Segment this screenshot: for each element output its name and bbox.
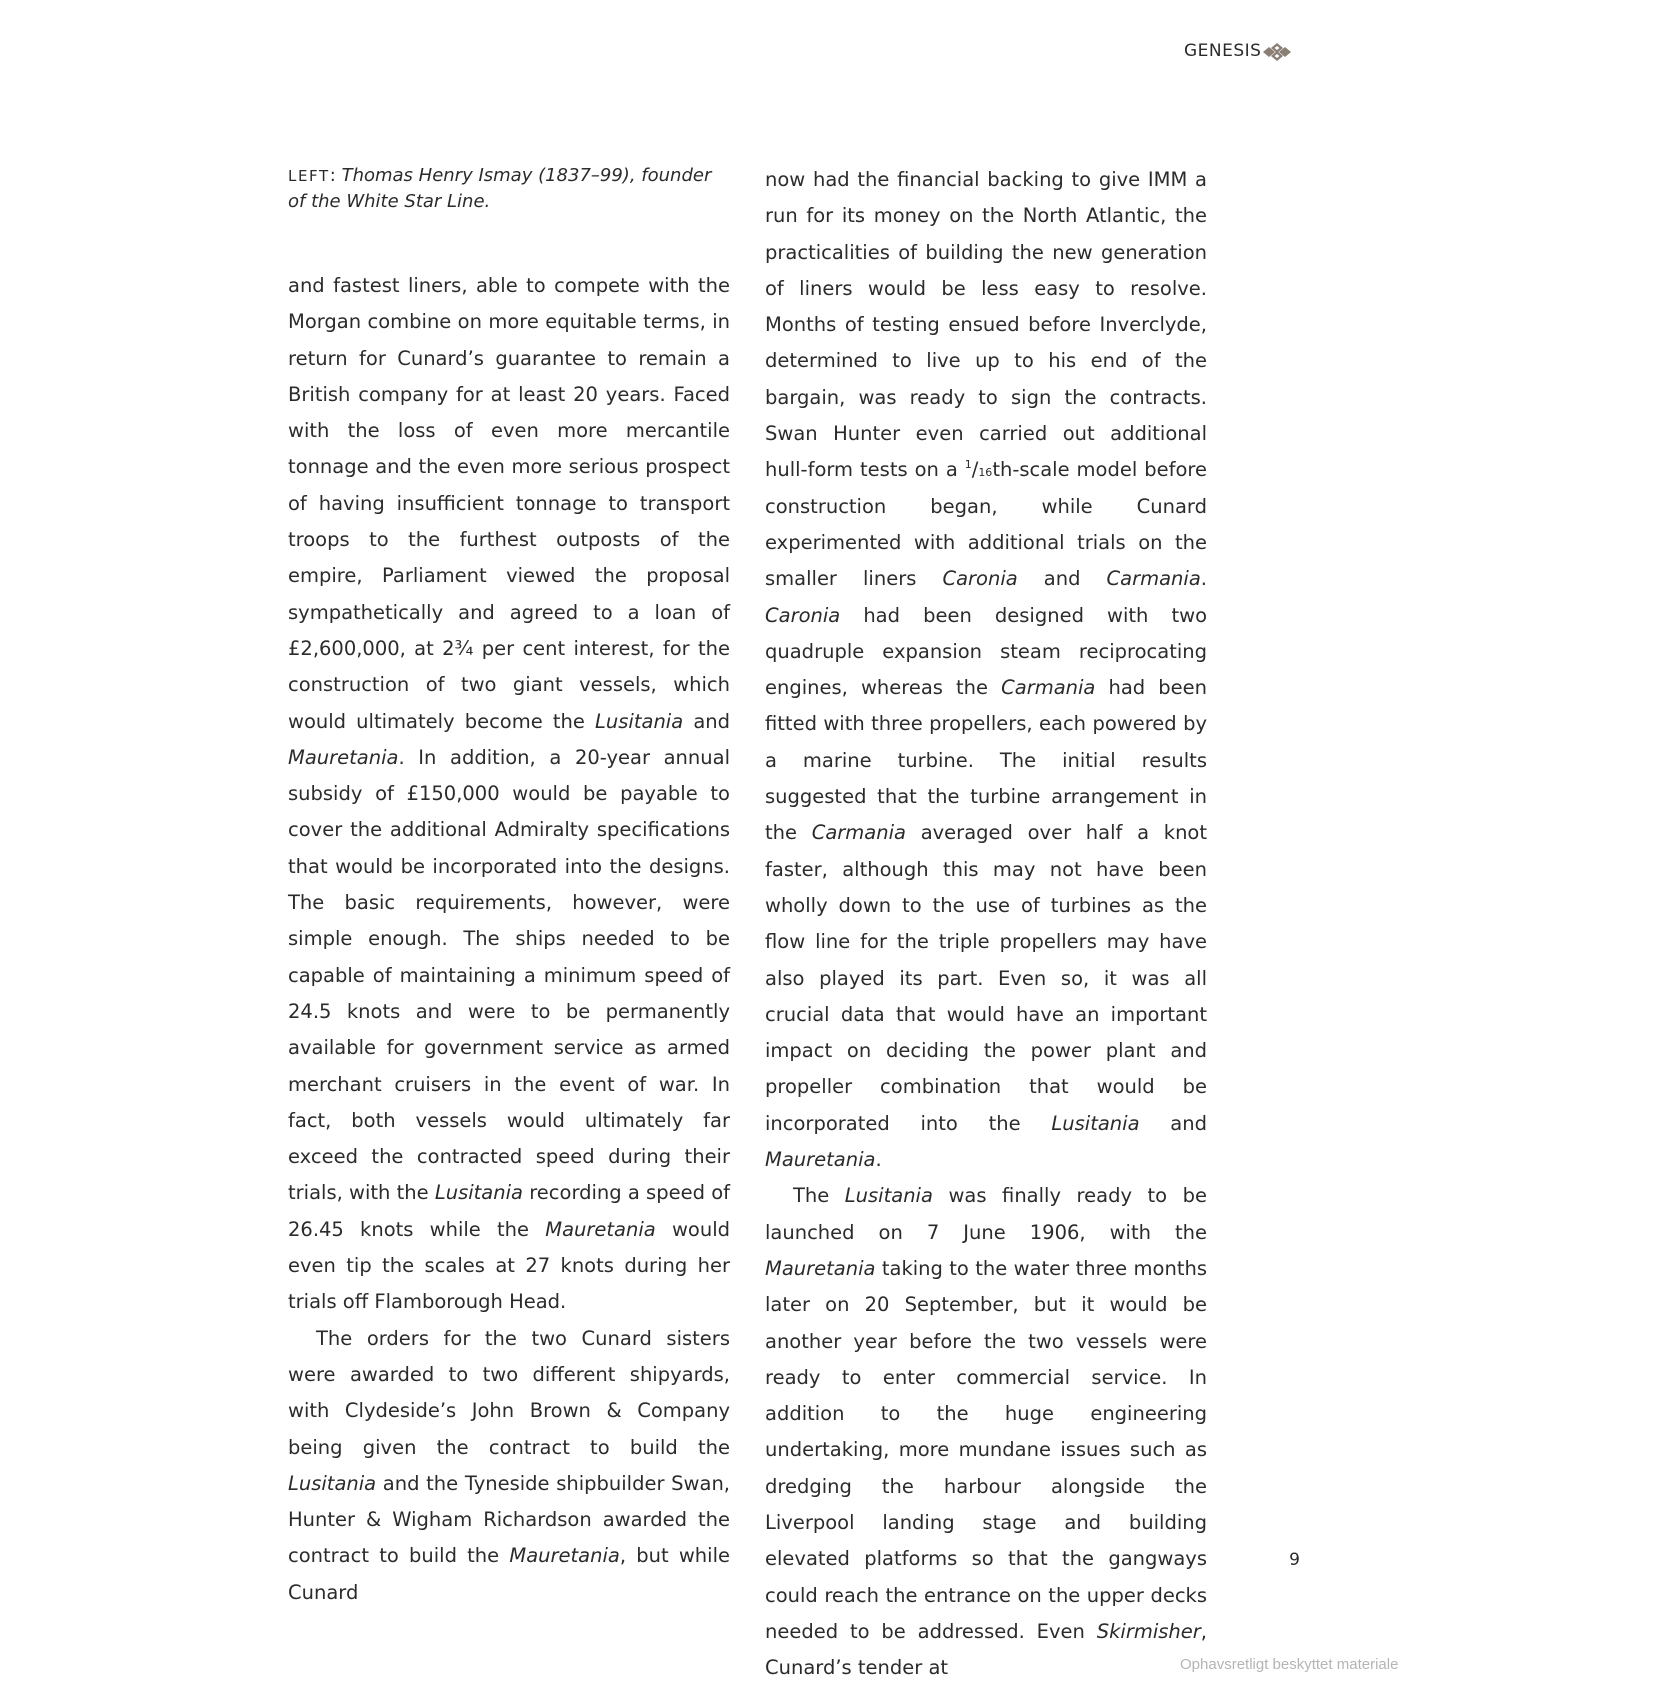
fraction-denominator: 16 [978,466,993,480]
text-run: , but while Cunard [288,1544,730,1604]
text-run: The orders for the two Cunard sisters were awarded to two different shipyards, with Clydeside’s John Brown & Company being given the contract to build the [288,1326,730,1459]
fraction-numerator: 1 [964,458,972,472]
text-run: averaged over half a knot faster, although this may not have been wholly down to the use of turbines as the flow line for the triple propellers may have also played its part. Even so, it was all crucial data that would have an important impact on deciding the power plant and propeller combination that would be incorporated into the [765,821,1208,1135]
right-paragraph-1 [765,162,1207,1178]
ship-name: Carmania [811,821,906,845]
left-paragraph-1 [288,268,730,1321]
text-run: had been designed with two quadruple expansion steam reciprocating engines, whereas the [765,603,1207,700]
text-run: , Cunard’s tender at [765,1619,1207,1680]
text-run: . In addition, a 20-year annual subsidy of £150,000 would be payable to cover the additional Admiralty specifications that would be incorporated into the designs. The basic requirements, however, were simple enough. The ships needed to be capable of maintaining a minimum speed of 24.5 knots and were to be permanently available for government service as armed merchant cruisers in the event of war. In fact, both vessels would ultimately far exceed the contracted speed during their trials, with the [288,745,730,1205]
text-run: th-scale model before construction began, while Cunard experimented with additional trials on the smaller liners [765,458,1207,591]
text-run: taking to the water three months later on 20 September, but it would be another year before the two vessels were ready to enter commercial service. In addition to the huge engineering undertaking, more mundane issues such as dredging the harbour alongside the Liverpool landing stage and building elevated platforms so that the gangways could reach the entrance on the upper decks needed to be addressed. Even [765,1256,1207,1643]
caption-text: Thomas Henry Ismay (1837–99), founder of the White Star Line. [288,165,712,212]
text-run: now had the financial backing to give IMM a run for its money on the North Atlantic, the practicalities of building the new generation of liners would be less easy to resolve. Months of testing ensued before Inverclyde, determined to live up to his end of the bargain, was ready to sign the contracts. Swan Hunter even carried out additional hull-form tests on a [765,168,1207,482]
text-run: and [1017,567,1107,591]
fraction-one-sixteenth [965,458,993,481]
diamond-ornament-icon [1262,43,1292,61]
ship-name: Mauretania [545,1217,656,1241]
ship-name: Mauretania [288,745,399,769]
text-run: would even tip the scales at 27 knots during her trials off Flamborough Head. [288,1217,730,1314]
ship-name: Carmania [1106,567,1201,591]
caption-colon: : [329,165,336,186]
running-head [1120,41,1300,69]
text-run: had been fitted with three propellers, each powered by a marine turbine. The initial results suggested that the turbine arrangement in the [765,676,1207,845]
ship-name: Mauretania [509,1544,620,1568]
ship-name: Mauretania [765,1256,876,1280]
text-run: recording a speed of 26.45 knots while the [288,1181,730,1241]
ship-name: Mauretania [765,1148,876,1172]
ship-name: Lusitania [434,1181,523,1205]
running-head-title: GENESIS [1184,41,1262,61]
text-run: and [683,709,731,733]
right-column [765,162,1207,1686]
text-run: was finally ready to be launched on 7 June 1906, with the [765,1184,1207,1244]
left-paragraph-2 [288,1321,730,1611]
ship-name: Lusitania [844,1184,933,1208]
ship-name: Lusitania [1051,1111,1140,1135]
right-paragraph-2 [765,1178,1207,1686]
copyright-watermark: Ophavsretligt beskyttet materiale [1180,1656,1399,1673]
page-number: 9 [1289,1550,1300,1570]
ship-name: Caronia [765,603,841,627]
text-run: and fastest liners, able to compete with the Morgan combine on more equitable terms, in return for Cunard’s guarantee to remain a British company for at least 20 years. Faced with the loss of even more mercantile tonnage and the even more serious prospect of having insufficient tonnage to transport troops to the furthest outposts of the empire, Parliament viewed the proposal sympathetically and agreed to a loan of £2,600,000, at 2¾ per cent interest, for the construction of two giant vessels, which would ultimately become the [288,274,730,733]
text-run: and [1139,1111,1207,1135]
text-run: and the Tyneside shipbuilder Swan, Hunter & Wigham Richardson awarded the contract to build the [288,1471,730,1568]
left-column [288,268,730,1611]
ship-name: Lusitania [288,1471,377,1495]
image-caption [288,163,728,214]
ship-name: Carmania [1001,676,1096,700]
caption-lead: LEFT [288,167,330,185]
ship-name: Caronia [942,567,1018,591]
ship-name: Lusitania [595,709,684,733]
text-run: The [793,1184,845,1208]
ship-name: Skirmisher [1096,1619,1201,1643]
text-run: . [1200,567,1207,591]
fraction-slash: / [971,458,979,482]
text-run: . [875,1148,882,1172]
